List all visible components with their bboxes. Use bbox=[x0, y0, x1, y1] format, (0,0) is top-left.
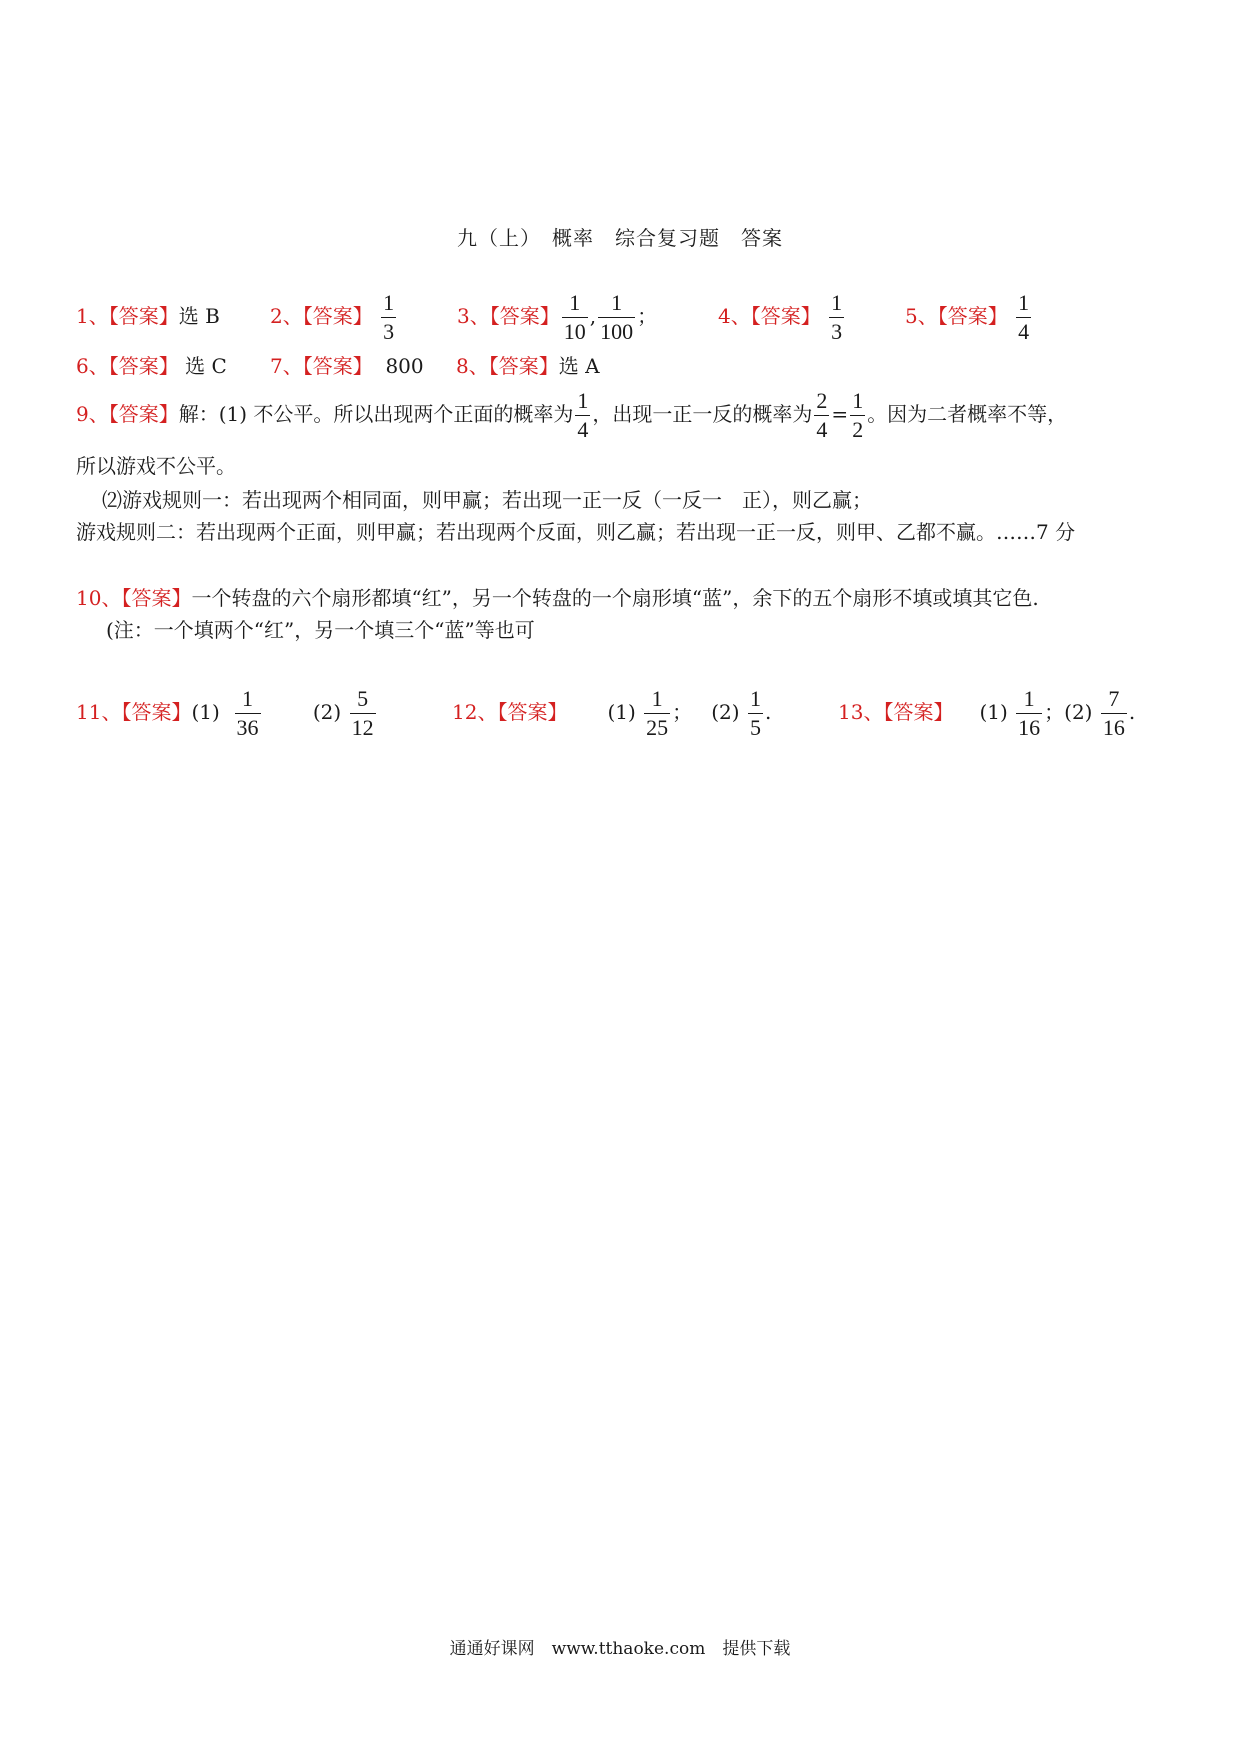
answer-text: 选 C bbox=[185, 354, 227, 378]
answer-tag: 【答案】 bbox=[108, 354, 179, 378]
answer-8 bbox=[456, 352, 600, 380]
answer-6 bbox=[76, 352, 227, 380]
answer-13: 13、【答案】 (1) $\frac{1}{16}$ ；(2) $\frac{7}{16}$ . bbox=[838, 686, 1136, 740]
answer-tag: 【答案】 bbox=[489, 304, 560, 328]
answer-tag: 【答案】 bbox=[121, 586, 192, 610]
answer-tag: 【答案】 bbox=[302, 304, 373, 328]
answer-5 bbox=[905, 292, 1033, 343]
answer-1 bbox=[76, 302, 220, 330]
question-number: 13、 bbox=[838, 700, 884, 724]
question-number: 2、 bbox=[270, 304, 303, 328]
answer-tag: 【答案】 bbox=[488, 354, 559, 378]
fraction: $\frac{1}{25}$ bbox=[646, 686, 669, 740]
fraction: $\frac{7}{16}$ bbox=[1102, 686, 1125, 740]
answer-tag: 【答案】 bbox=[497, 700, 568, 724]
answer-9-rule1: ⑵游戏规则一：若出现两个相同面，则甲赢；若出现一正一反（一反一 正），则乙赢； bbox=[102, 488, 872, 512]
answer-4 bbox=[718, 292, 846, 343]
answer-9: 9、【答案】解：(1) 不公平。所以出现两个正面的概率为 $\frac{1}{4}$ ，出现一正一反的概率为 $\frac{2}{4}$ = $\frac{1}{2}$ 。因为二者概率不等， bbox=[76, 388, 1068, 442]
fraction: $\frac{1}{16}$ bbox=[1018, 686, 1041, 740]
question-number: 9、 bbox=[76, 402, 109, 426]
answer-text: 选 A bbox=[558, 354, 600, 378]
answer-tag: 【答案】 bbox=[121, 700, 192, 724]
answer-tag: 【答案】 bbox=[883, 700, 954, 724]
question-number: 7、 bbox=[270, 354, 303, 378]
answer-tag: 【答案】 bbox=[302, 354, 373, 378]
page-title: 九（上） 概率 综合复习题 答案 bbox=[457, 226, 783, 250]
answer-2 bbox=[270, 292, 398, 343]
answer-tag: 【答案】 bbox=[108, 402, 179, 426]
question-number: 12、 bbox=[452, 700, 498, 724]
footer-credit: 通通好课网 www.tthaoke.com 提供下载 bbox=[449, 1639, 791, 1659]
question-number: 5、 bbox=[905, 304, 938, 328]
question-number: 3、 bbox=[457, 304, 490, 328]
fraction: $\frac{1}{3}$ bbox=[831, 290, 843, 344]
fraction: $\frac{1}{4}$ bbox=[1018, 290, 1030, 344]
fraction: $\frac{2}{4}$ bbox=[816, 388, 828, 442]
answer-12: 12、【答案】 (1) $\frac{1}{25}$ ； (2) $\frac{1}{5}$ . bbox=[452, 686, 772, 740]
answer-3: 3、【答案】 $\frac{1}{10}$ , $\frac{1}{100}$ ； bbox=[457, 290, 658, 344]
question-number: 1、 bbox=[76, 304, 109, 328]
answer-9-line2: 所以游戏不公平。 bbox=[76, 454, 236, 478]
answer-10: 10、【答案】一个转盘的六个扇形都填“红”，另一个转盘的一个扇形填“蓝”，余下的五个扇形不填或填其它色. bbox=[76, 586, 1039, 610]
fraction: $\frac{1}{5}$ bbox=[749, 686, 761, 740]
answer-11: 11、【答案】(1) $\frac{1}{36}$ (2) $\frac{5}{12}$ bbox=[76, 686, 374, 740]
fraction: $\frac{1}{3}$ bbox=[383, 290, 395, 344]
answer-tag: 【答案】 bbox=[937, 304, 1008, 328]
answer-text: 800 bbox=[385, 354, 424, 378]
question-number: 4、 bbox=[718, 304, 751, 328]
question-number: 8、 bbox=[456, 354, 489, 378]
fraction: $\frac{1}{4}$ bbox=[577, 388, 589, 442]
fraction: $\frac{1}{36}$ bbox=[236, 686, 259, 740]
question-number: 6、 bbox=[76, 354, 109, 378]
answer-10-note: (注：一个填两个“红”，另一个填三个“蓝”等也可 bbox=[106, 618, 535, 642]
question-number: 11、 bbox=[76, 700, 122, 724]
fraction: $\frac{1}{100}$ bbox=[600, 290, 634, 344]
answer-text: 选 B bbox=[178, 304, 220, 328]
fraction: $\frac{1}{2}$ bbox=[852, 388, 864, 442]
answer-9-rule2: 游戏规则二：若出现两个正面，则甲赢；若出现两个反面，则乙赢；若出现一正一反，则甲、乙都不赢。……7 分 bbox=[76, 520, 1076, 544]
question-number: 10、 bbox=[76, 586, 122, 610]
fraction: $\frac{5}{12}$ bbox=[351, 686, 374, 740]
answer-tag: 【答案】 bbox=[108, 304, 179, 328]
answer-tag: 【答案】 bbox=[750, 304, 821, 328]
fraction: $\frac{1}{10}$ bbox=[563, 290, 586, 344]
answer-7 bbox=[270, 352, 424, 380]
